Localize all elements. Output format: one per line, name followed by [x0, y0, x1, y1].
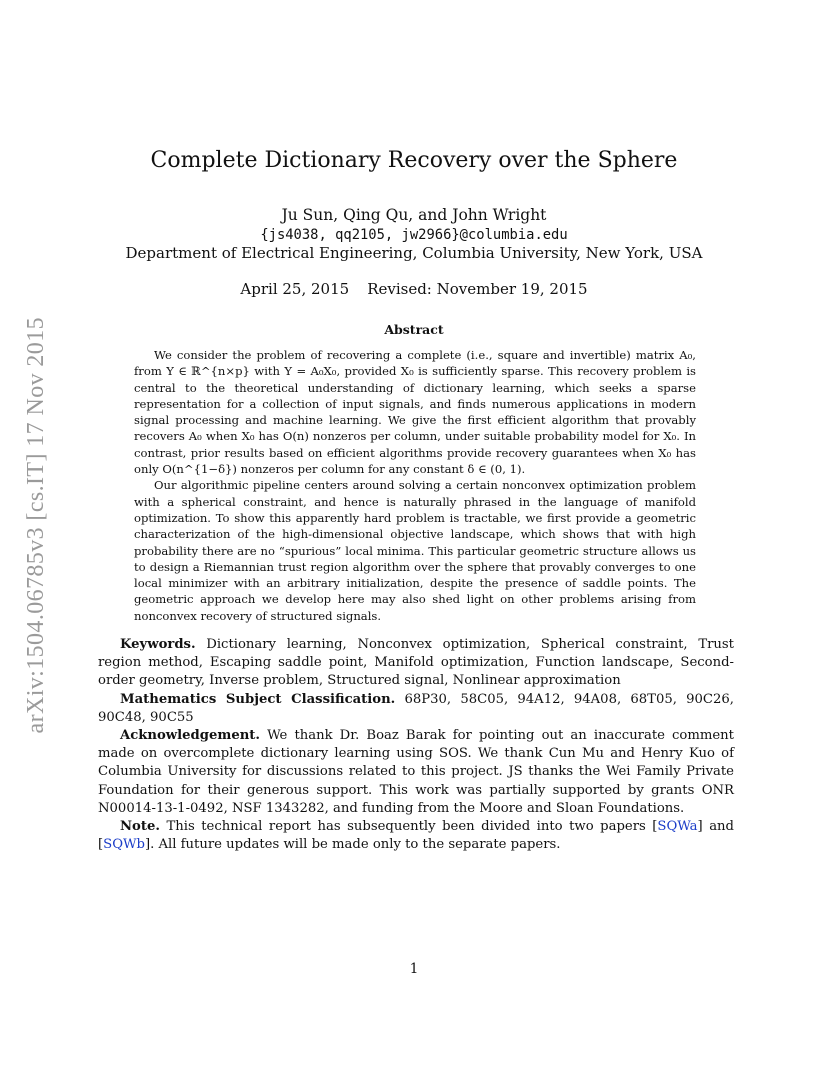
author-list: Ju Sun, Qing Qu, and John Wright [281, 206, 547, 224]
paper-title: Complete Dictionary Recovery over the Sphere [150, 148, 678, 173]
keywords-paragraph [98, 636, 734, 691]
acknowledgement-paragraph [98, 727, 734, 818]
keywords-text: Dictionary learning, Nonconvex optimization, Spherical constraint, Trust region method, Escaping saddle point, Manifold optimization, Function landscape, Second-order geometry, Inverse problem, Structured signal, Nonlinear approximation [98, 637, 734, 689]
note-text-middle: ] and [ [98, 819, 734, 853]
abstract-heading: Abstract [384, 322, 444, 337]
citation-link-sqwa[interactable]: SQWa [657, 819, 698, 835]
msc-label: Mathematics Subject Classification. [120, 691, 396, 707]
note-text-before: This technical report has subsequently been divided into two papers [ [166, 819, 658, 835]
arxiv-stamp-text: arXiv:1504.06785v3 [cs.IT] 17 Nov 2015 [22, 316, 49, 734]
msc-text: 68P30, 58C05, 94A12, 94A08, 68T05, 90C26, 90C48, 90C55 [98, 691, 734, 725]
note-text-after: ]. All future updates will be made only to the separate papers. [145, 837, 561, 853]
front-matter [98, 636, 734, 854]
acknowledgement-label: Acknowledgement. [120, 728, 260, 744]
affiliation: Department of Electrical Engineering, Columbia University, New York, USA [125, 244, 703, 262]
note-paragraph [98, 818, 734, 854]
keywords-label: Keywords. [120, 637, 196, 652]
date-line [0, 280, 828, 298]
abstract-paragraph-1: We consider the problem of recovering a complete (i.e., square and invertible) matrix A₀, from Y ∈ ℝ^{n×p} with Y = A₀X₀, provided X₀ is sufficiently sparse. This recovery problem is central to the theoretical understanding of dictionary learning, which seeks a sparse representation for a collection of input signals, and finds numerous applications in modern signal processing and machine learning. We give the first efficient algorithm that provably recovers A₀ when X₀ has O(n) nonzeros per column, under suitable probability model for X₀. In contrast, prior results based on efficient algorithms provide recovery guarantees when X₀ has only O(n^{1−δ}) nonzeros per column for any constant δ ∈ (0, 1). [134, 348, 696, 477]
author-emails: {js4038, qq2105, jw2966}@columbia.edu [260, 227, 568, 243]
abstract-body [134, 347, 696, 624]
arxiv-stamp [16, 290, 56, 760]
abstract-paragraph-2: Our algorithmic pipeline centers around solving a certain nonconvex optimization problem with a spherical constraint, and hence is naturally phrased in the language of manifold optimization. To show this apparently hard problem is tractable, we first provide a geometric characterization of the high-dimensional objective landscape, which shows that with high probability there are no “spurious” local minima. This particular geometric structure allows us to design a Riemannian trust region algorithm over the sphere that provably converges to one local minimizer with an arbitrary initialization, despite the presence of saddle points. The geometric approach we develop here may also shed light on other problems arising from nonconvex recovery of structured signals. [134, 478, 696, 623]
citation-link-sqwb[interactable]: SQWb [103, 837, 145, 853]
acknowledgement-text: We thank Dr. Boaz Barak for pointing out an inaccurate comment made on overcomplete dictionary learning using SOS. We thank Cun Mu and Henry Kuo of Columbia University for discussions related to this project. JS thanks the Wei Family Private Foundation for their generous support. This work was partially supported by grants ONR N00014-13-1-0492, NSF 1343282, and funding from the Moore and Sloan Foundations. [98, 728, 734, 816]
page-number: 1 [409, 961, 419, 977]
note-label: Note. [120, 819, 160, 835]
msc-paragraph [98, 691, 734, 727]
date-revised: Revised: November 19, 2015 [367, 280, 588, 298]
date-submitted: April 25, 2015 [240, 280, 350, 298]
